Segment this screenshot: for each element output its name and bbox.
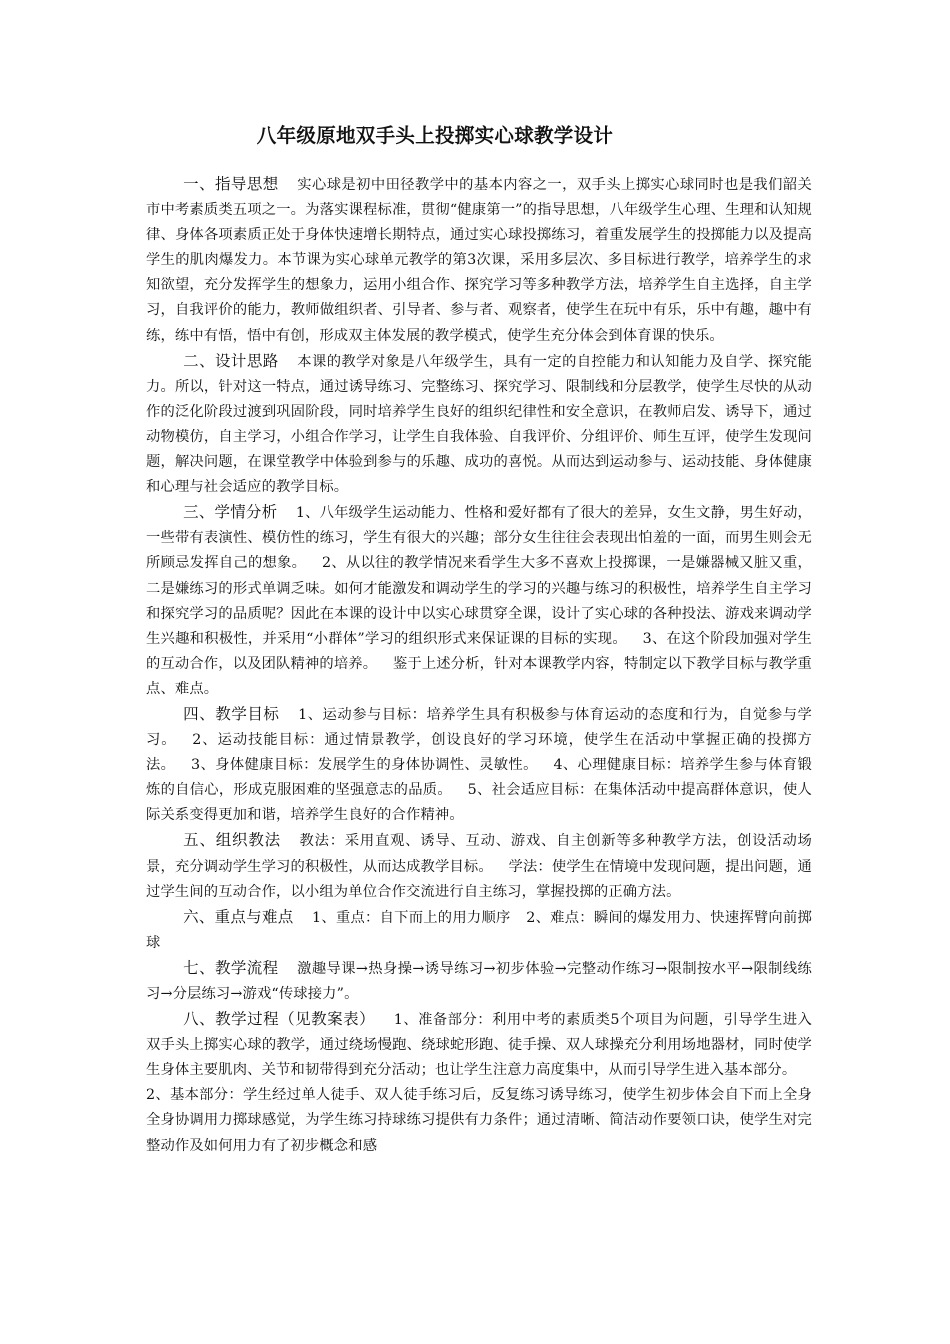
section-text-part: 1、八年级学生运动能力、性格和爱好都有了很大的差异，女生文静，男生好动，一些带有表演性、模仿性的练习，学生有很大的兴趣；部分女生往往会表现出怕羞的一面，而男生则会无所顾忌发挥自己的想象。 — [146, 505, 813, 572]
section-heading: 二、设计思路 — [183, 351, 279, 370]
section-text: 本课的教学对象是八年级学生，具有一定的自控能力和认知能力及自学、探究能力。所以，针对这一特点，通过诱导练习、完整练习、探究学习、限制线和分层教学，使学生尽快的从动作的泛化阶段过渡到巩固阶段，同时培养学生良好的组织纪律性和安全意识，在教师启发、诱导下，通过动物模仿，自主学习，小组合作学习，让学生自我体验、自我评价、分组评价、师生互评，使学生发现问题，解决问题，在课堂教学中体验到参与的乐趣、成功的喜悦。从而达到运动参与、运动技能、身体健康和心理与社会适应的教学目标。 — [146, 353, 813, 496]
section-text-part: 1、运动参与目标：培养学生具有积极参与体育运动的态度和行为，自觉参与学习。 — [146, 706, 813, 749]
section-heading: 一、指导思想 — [183, 175, 279, 193]
section-heading: 六、重点与难点 — [183, 907, 294, 926]
section-text-part: 3、在这个阶段加强对学生的互动合作，以及团队精神的培养。 — [146, 630, 812, 672]
section-heading: 七、教学流程 — [183, 958, 279, 977]
section-heading: 五、组织教法 — [183, 831, 281, 850]
section-key-points — [146, 905, 812, 956]
section-text-part: 1、重点：自下而上的用力顺序 — [312, 909, 511, 926]
section-text-part: 3、身体健康目标：发展学生的身体协调性、灵敏性。 — [191, 757, 538, 774]
section-design-approach — [146, 349, 812, 501]
section-text-part: 2、难点：瞬间的爆发用力、快速挥臂向前掷球 — [146, 909, 812, 951]
section-heading: 三、学情分析 — [183, 503, 278, 522]
section-teaching-flow — [146, 956, 812, 1007]
section-teaching-methods — [146, 828, 812, 904]
section-text-part: 2、从以往的教学情况来看学生大多不喜欢上投掷课，一是嫌器械又脏又重，二是嫌练习的形式单调乏味。如何才能激发和调动学生的学习的兴趣与练习的积极性，培养学生自主学习和探究学习的品质呢？因此在本课的设计中以实心球贯穿全课，设计了实心球的各种投法、游戏来调动学生兴趣和积极性，并采用“小群体”学习的组织形式来保证课的目标的实现。 — [146, 555, 812, 647]
document-body — [146, 172, 812, 1159]
section-text-part: 2、基本部分：学生经过单人徒手、双人徒手练习后，反复练习诱导练习，使学生初步体会自下而上全身全身协调用力掷球感觉，为学生练习持球练习提供有力条件；通过清晰、简洁动作要领口诀，使学生对完整动作及如何用力有了初步概念和感 — [146, 1087, 812, 1154]
section-teaching-objectives — [146, 702, 812, 828]
section-heading: 八、教学过程（见教案表） — [183, 1010, 376, 1029]
section-text-part: 5、社会适应目标：在集体活动中提高群体意识，使人际关系变得更加和谐，培养学生良好的合作精神。 — [146, 782, 812, 824]
section-learner-analysis — [146, 500, 812, 702]
section-guiding-ideology — [146, 172, 812, 349]
section-text: 激趣导课→热身操→诱导练习→初步体验→完整动作练习→限制按水平→限制线练习→分层练习→游戏“传球接力”。 — [146, 960, 812, 1002]
section-teaching-process — [146, 1007, 812, 1159]
document-title: 八年级原地双手头上投掷实心球教学设计 — [256, 124, 614, 147]
section-text-part: 鉴于上述分析，针对本课教学内容，特制定以下教学目标与教学重点、难点。 — [146, 655, 812, 697]
section-text-part: 2、运动技能目标：通过情景教学，创设良好的学习环境，使学生在活动中掌握正确的投掷方法。 — [146, 732, 812, 774]
section-text: 实心球是初中田径教学中的基本内容之一，双手头上掷实心球同时也是我们韶关市中考素质类五项之一。为落实课程标准，贯彻“健康第一”的指导思想，八年级学生心理、生理和认知规律、身体各项素质正处于身体快速增长期特点，通过实心球投掷练习，着重发展学生的投掷能力以及提高学生的肌肉爆发力。本节课为实心球单元教学的第3次课，采用多层次、多目标进行教学，培养学生的求知欲望，充分发挥学生的想象力，运用小组合作、探究学习等多种教学方法，培养学生自主选择，自主学习，自我评价的能力，教师做组织者、引导者、参与者、观察者，使学生在玩中有乐，乐中有趣，趣中有练，练中有悟，悟中有创，形成双主体发展的教学模式，使学生充分体会到体育课的快乐。 — [146, 177, 813, 344]
section-text-part: 教法：采用直观、诱导、互动、游戏、自主创新等多种教学方法，创设活动场景，充分调动学生学习的积极性，从而达成教学目标。 — [146, 833, 812, 875]
section-text-part: 学法：使学生在情境中发现问题，提出问题，通过学生间的互动合作，以小组为单位合作交流进行自主练习，掌握投掷的正确方法。 — [146, 858, 812, 900]
section-text-part: 1、准备部分：利用中考的素质类5个项目为问题，引导学生进入双手头上掷实心球的教学，通过绕场慢跑、绕球蛇形跑、徒手操、双人球操充分利用场地器材，同时使学生身体主要肌肉、关节和韧带得到充分活动；也让学生注意力高度集中，从而引导学生进入基本部分。 — [146, 1012, 812, 1079]
section-heading: 四、教学目标 — [183, 704, 280, 723]
section-text-part: 4、心理健康目标：培养学生参与体育锻炼的自信心，形成克服困难的坚强意志的品质。 — [146, 757, 812, 799]
